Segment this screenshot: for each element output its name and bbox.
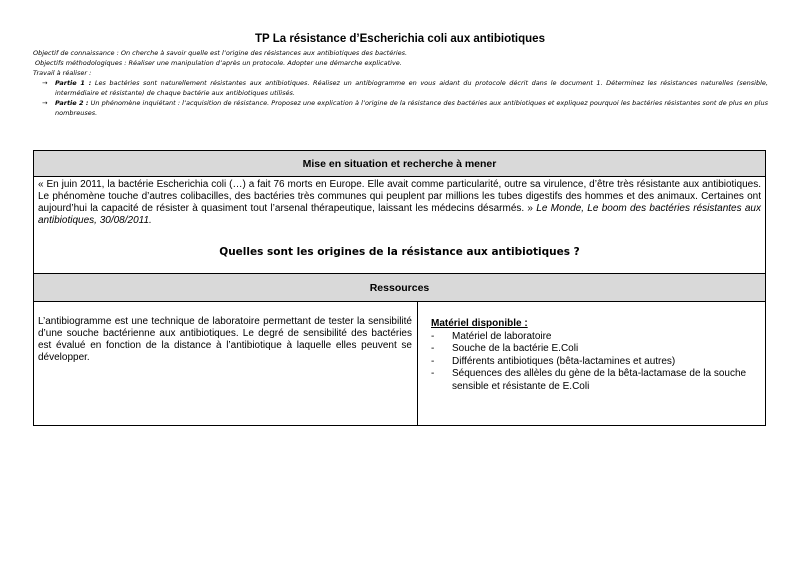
objectifs-methodologiques: Objectifs méthodologiques : Réaliser une manipulation d’après un protocole. Adopter une démarche explicative. <box>35 59 402 67</box>
partie-2-label: Partie 2 : <box>55 99 89 107</box>
materiel-disponible <box>431 318 751 394</box>
quote-source: Le Monde, Le boom des bactéries résistantes aux antibiotiques, 30/08/2011. <box>38 203 761 226</box>
column-divider <box>417 302 418 426</box>
list-item: - Souche de la bactérie E.Coli <box>431 343 579 355</box>
materiel-list <box>431 331 751 394</box>
dash-bullet-icon: - <box>431 355 435 367</box>
quote-text: « En juin 2011, la bactérie Escherichia coli (…) a fait 76 morts en Europe. Elle avait comme particularité, outre sa virulence, d’être très résistante aux antibiotiques. Le phénomène touche d’autres colibacilles, des bactéries très communes qui peuplent par millions les tubes digestifs des hommes et des animaux. Certaines ont aujourd’hui la capacité de résister à quasiment tout l’arsenal thérapeutique, laissant les médecins désarmés. » <box>38 179 761 214</box>
list-item: - Séquences des allèles du gène de la bêta-lactamase de la souche sensible et résistante de E.Coli <box>431 368 747 392</box>
partie-2-text: Un phénomène inquiétant : l’acquisition de résistance. Proposez une explication à l’origine de la résistance des bactéries aux antibiotiques et expliquez pourquoi les bactéries résistantes sont de plus en plus nombreuses. <box>55 99 768 117</box>
materiel-title: Matériel disponible : <box>431 318 528 329</box>
list-item: - Matériel de laboratoire <box>431 330 552 342</box>
dash-bullet-icon: - <box>431 330 435 342</box>
section-header-mise-en-situation: Mise en situation et recherche à mener <box>34 151 765 177</box>
travail-a-realiser: Travail à réaliser : <box>33 69 92 77</box>
antibiogramme-description: L’antibiogramme est une technique de laboratoire permettant de tester la sensibilité d’une souche bactérienne aux antibiotiques. Le degré de sensibilité des bactéries est évalué en fonction de la distance à l’antibiotique à laquelle elles peuvent se développer. <box>38 316 412 363</box>
objectif-connaissance: Objectif de connaissance : On cherche à savoir quelle est l’origine des résistances aux antibiotiques des bactéries. <box>33 49 408 57</box>
partie-2 <box>33 98 768 118</box>
content-table <box>33 150 766 426</box>
research-question: Quelles sont les origines de la résistance aux antibiotiques ? <box>219 246 580 258</box>
dash-bullet-icon: - <box>431 343 435 355</box>
page-title: TP La résistance d’Escherichia coli aux antibiotiques <box>255 33 545 45</box>
quote-paragraph <box>38 179 761 227</box>
partie-1 <box>33 78 768 98</box>
section-header-ressources: Ressources <box>34 274 765 302</box>
list-item: - Différents antibiotiques (bêta-lactamines et autres) <box>431 355 676 367</box>
partie-1-label: Partie 1 : <box>55 79 92 87</box>
dash-bullet-icon: - <box>431 368 435 380</box>
intro-block <box>33 48 768 118</box>
arrow-icon: → <box>42 99 48 107</box>
arrow-icon: → <box>42 79 48 87</box>
partie-1-text: Les bactéries sont naturellement résistantes aux antibiotiques. Réalisez un antibiogramme en vous aidant du protocole décrit dans le document 1. Déterminez les résistances naturelles (sensible, intermédiaire et résistante) de chaque bactérie aux antibiotiques utilisés. <box>55 79 768 97</box>
